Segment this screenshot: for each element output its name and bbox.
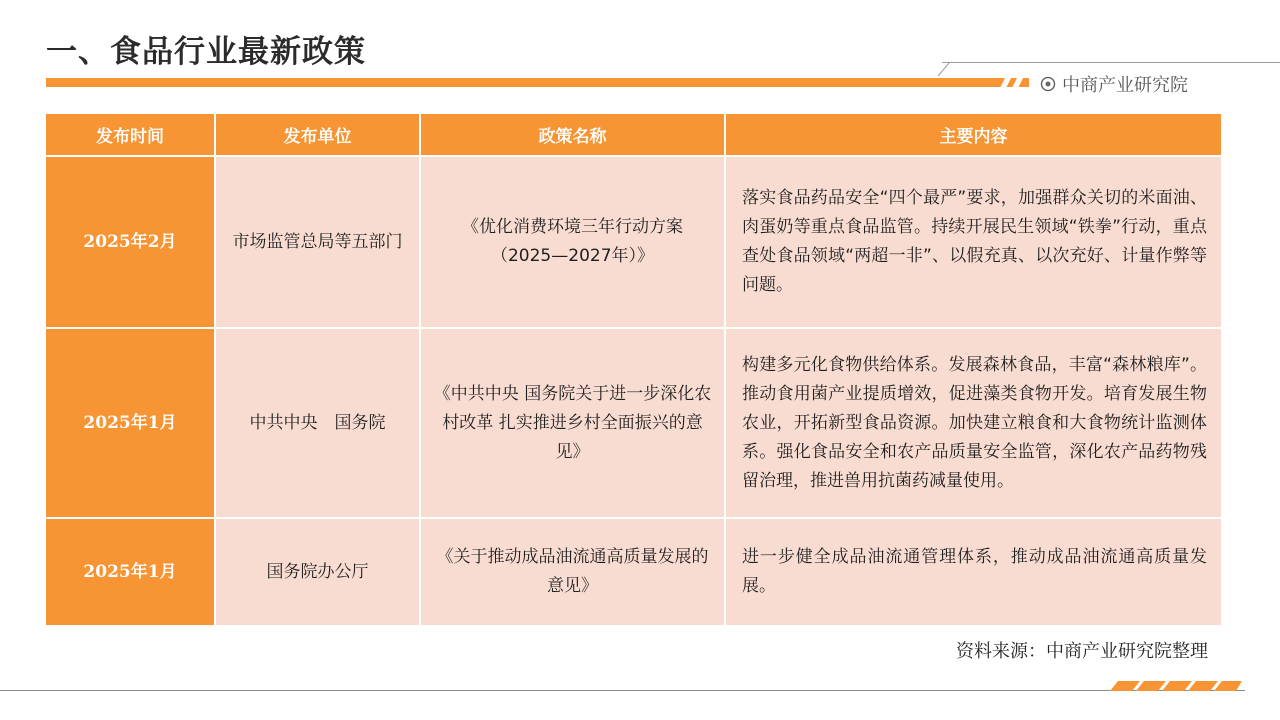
- cell-unit: 市场监管总局等五部门: [215, 156, 420, 328]
- header-rule: [942, 62, 1280, 63]
- column-header-name: 政策名称: [420, 114, 725, 156]
- brand-logo: [1040, 70, 1188, 98]
- cell-date: 2025年1月: [46, 518, 215, 626]
- table-row: [46, 328, 1222, 518]
- cell-policy-name: 《关于推动成品油流通高质量发展的意见》: [420, 518, 725, 626]
- footer-stripe-decoration: [1110, 681, 1242, 691]
- column-header-date: 发布时间: [46, 114, 215, 156]
- brand-name: 中商产业研究院: [1062, 75, 1188, 96]
- cell-date: 2025年1月: [46, 328, 215, 518]
- cell-content: 落实食品药品安全“四个最严”要求，加强群众关切的米面油、肉蛋奶等重点食品监管。持续开展民生领域“铁拳”行动，重点查处食品领域“两超一非”、以假充真、以次充好、计量作弊等问题。: [725, 156, 1222, 328]
- column-header-unit: 发布单位: [215, 114, 420, 156]
- cell-date: 2025年2月: [46, 156, 215, 328]
- table-header-row: [46, 114, 1222, 156]
- cell-unit: 国务院办公厅: [215, 518, 420, 626]
- page-title: 一、食品行业最新政策: [46, 34, 366, 70]
- cell-policy-name: 《中共中央 国务院关于进一步深化农村改革 扎实推进乡村全面振兴的意见》: [420, 328, 725, 518]
- footer-rule: [0, 690, 1245, 691]
- target-icon: [1040, 76, 1056, 92]
- column-header-content: 主要内容: [725, 114, 1222, 156]
- table-row: [46, 518, 1222, 626]
- source-note: 资料来源：中商产业研究院整理: [956, 641, 1208, 662]
- policy-table: [46, 114, 1223, 627]
- table-row: [46, 156, 1222, 328]
- cell-policy-name: 《优化消费环境三年行动方案（2025—2027年）》: [420, 156, 725, 328]
- title-underline-bar: [46, 78, 1029, 87]
- cell-unit: 中共中央 国务院: [215, 328, 420, 518]
- cell-content: 进一步健全成品油流通管理体系，推动成品油流通高质量发展。: [725, 518, 1222, 626]
- header-rule-corner: [936, 62, 950, 76]
- cell-content: 构建多元化食物供给体系。发展森林食品，丰富“森林粮库”。推动食用菌产业提质增效，促进藻类食物开发。培育发展生物农业，开拓新型食品资源。加快建立粮食和大食物统计监测体系。强化食品安全和农产品质量安全监管，深化农产品药物残留治理，推进兽用抗菌药减量使用。: [725, 328, 1222, 518]
- stripe-decoration: [1000, 76, 1030, 88]
